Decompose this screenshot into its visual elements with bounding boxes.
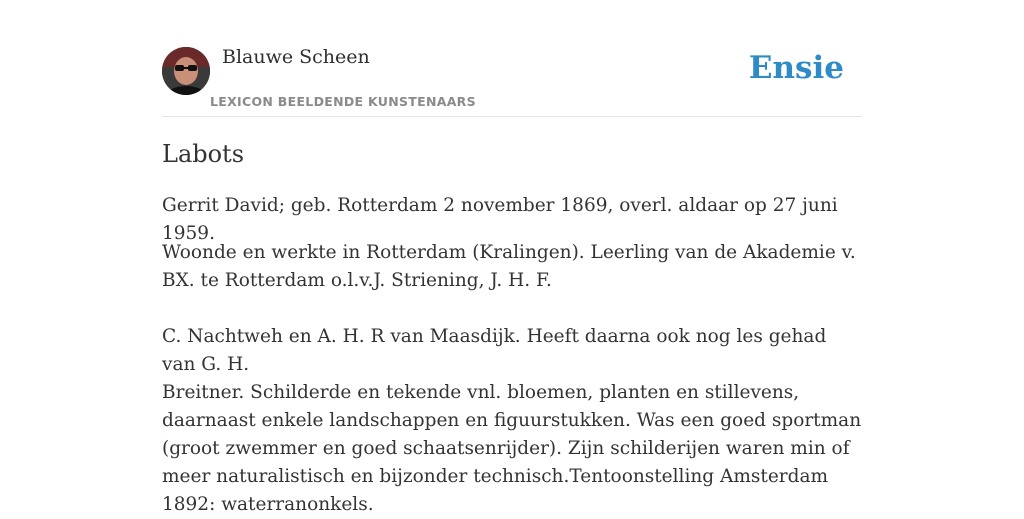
article-paragraph-3: C. Nachtweh en A. H. R van Maasdijk. Heeft daarna ook nog les gehad van G. H. bbox=[162, 326, 827, 375]
article-paragraph-2: Woonde en werkte in Rotterdam (Kralingen). Leerling van de Akademie v. BX. te Rotterdam o.l.v.J. Striening, J. H. F. bbox=[162, 242, 856, 291]
article-paragraph-1: Gerrit David; geb. Rotterdam 2 november 1869, overl. aldaar op 27 juni 1959. bbox=[162, 195, 838, 244]
header bbox=[162, 0, 862, 117]
page bbox=[162, 0, 862, 515]
author-name[interactable]: Blauwe Scheen bbox=[222, 46, 370, 68]
avatar[interactable] bbox=[162, 47, 210, 95]
article-paragraph-4: Breitner. Schilderde en tekende vnl. bloemen, planten en stillevens, daarnaast enkele landschappen en figuurstukken. Was een goed sportman (groot zwemmer en goed schaatsenrijder). Zijn schilderijen waren min of meer naturalistisch en bijzonder technisch.Tentoonstelling Amsterdam 1892: waterranonkels. bbox=[162, 382, 862, 515]
avatar-image bbox=[162, 47, 210, 95]
ensie-logo[interactable]: Ensie bbox=[748, 50, 844, 86]
article-title: Labots bbox=[162, 140, 245, 168]
lexicon-subtitle[interactable]: LEXICON BEELDENDE KUNSTENAARS bbox=[210, 94, 476, 109]
